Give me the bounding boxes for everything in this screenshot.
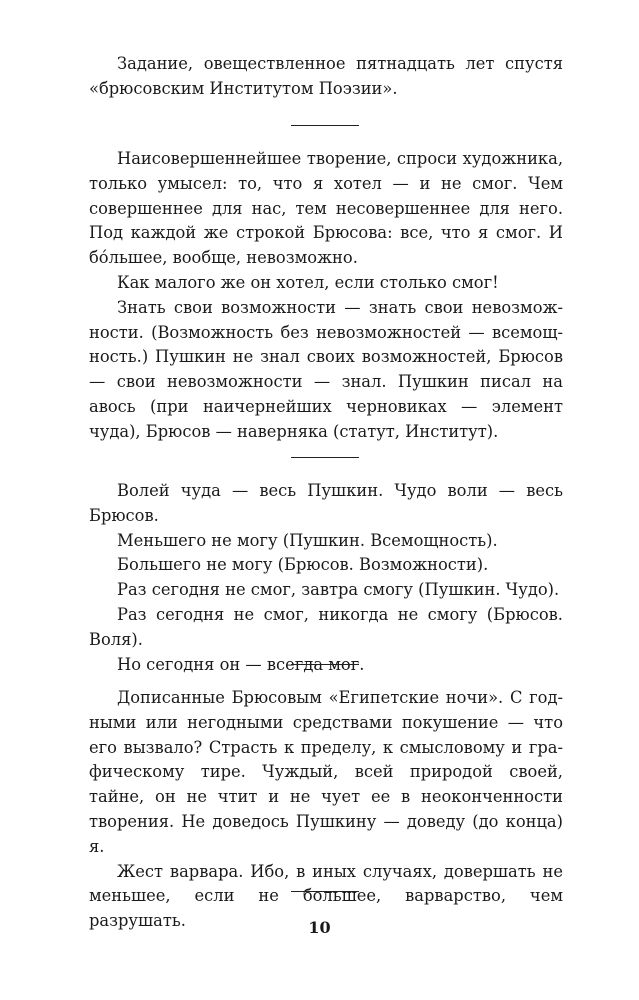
paragraph: Задание, овеществленное пятнадцать лет спустя «брюсовским Институтом Поэзии». <box>89 54 563 98</box>
text-section-3 <box>89 479 563 677</box>
paragraph: Как малого же он хотел, если столько смог! <box>117 272 499 292</box>
paragraph: Жест варвара. Ибо, в иных случаях, довершать не меньшее, если не большее, варварство, чем разрушать. <box>89 861 563 931</box>
paragraph: Раз сегодня не смог, завтра смогу (Пушкин. Чудо). <box>117 580 560 600</box>
text-section-2 <box>89 147 563 445</box>
page-number: 10 <box>308 918 331 937</box>
section-divider <box>291 664 359 665</box>
paragraph: Волей чуда — весь Пушкин. Чудо воли — весь Брюсов. <box>89 481 563 525</box>
paragraph: Большего не могу (Брюсов. Возможности). <box>117 555 489 575</box>
paragraph: Знать свои возможности — знать свои невозможности. (Возможность без невозможностей — всемощность.) Пушкин не знал своих возможностей, Брюсов — свои невозможности — знал. Пушкин писал на авось (при наичернейших черновиках — элемент чуда), Брюсов — наверняка (статут, Институт). <box>89 297 563 441</box>
section-divider <box>291 891 359 892</box>
section-divider <box>291 457 359 458</box>
paragraph: Наисовершеннейшее творение, спроси художника, только умысел: то, что я хотел — и не смог. Чем совершеннее для нас, тем несовершеннее для него. Под каждой же строкой Брюсова: все, что я смог. И бо́льшее, вообще, невозможно. <box>89 149 563 268</box>
text-section-4 <box>89 686 563 934</box>
section-divider <box>291 125 359 126</box>
paragraph: Но сегодня он — всегда мог. <box>117 654 365 674</box>
paragraph: Раз сегодня не смог, никогда не смогу (Брюсов. Воля). <box>89 604 563 649</box>
paragraph: Дописанные Брюсовым «Египетские ночи». С годными или негодными средствами покушение — что его вызвало? Страсть к пределу, к смысловому и графическому тире. Чуждый, всей природой своей, тайне, он не чтит и не чует ее в неоконченности творения. Не доведось Пушкину — доведу (до конца) я. <box>89 688 563 856</box>
text-section-1 <box>89 52 563 102</box>
paragraph: Меньшего не могу (Пушкин. Всемощность). <box>117 530 498 550</box>
